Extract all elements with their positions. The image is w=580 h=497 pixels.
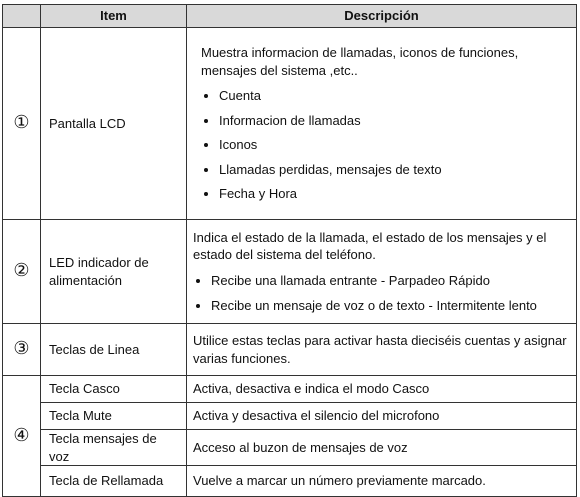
- bullet-item: • Fecha y Hora: [219, 185, 570, 203]
- bullet-item: • Recibe un mensaje de voz o de texto - Intermitente lento: [211, 297, 570, 315]
- description-cell: [187, 220, 577, 324]
- description-intro: Muestra informacion de llamadas, iconos de funciones, mensajes del sistema ,etc..: [201, 45, 519, 78]
- description-intro: Indica el estado de la llamada, el estado de los mensajes y el estado del sistema del teléfono.: [193, 229, 547, 263]
- item-label: Tecla Mute: [41, 403, 187, 430]
- description-cell: [187, 28, 577, 220]
- header-row: [3, 5, 577, 28]
- table-row-lines: [3, 324, 577, 376]
- features-table: [2, 4, 577, 497]
- bullet-item: • Informacion de llamadas: [219, 112, 570, 130]
- table-row-lcd: [3, 28, 577, 220]
- item-label: Tecla Casco: [41, 376, 187, 403]
- item-label: Teclas de Linea: [41, 324, 187, 376]
- row-number: ③: [3, 324, 41, 376]
- item-label: LED indicador de alimentación: [41, 220, 187, 324]
- header-description: Descripción: [187, 5, 577, 28]
- item-label: Tecla de Rellamada: [41, 466, 187, 497]
- description-bullets: [193, 272, 570, 314]
- description-bullets: [201, 87, 570, 203]
- bullet-item: • Recibe una llamada entrante - Parpadeo Rápido: [211, 272, 570, 290]
- bullet-item: • Iconos: [219, 136, 570, 154]
- item-label: Pantalla LCD: [41, 28, 187, 220]
- header-item: Item: [41, 5, 187, 28]
- description-cell: Activa y desactiva el silencio del microfono: [187, 403, 577, 430]
- table-row-led: [3, 220, 577, 324]
- table-row-key: [3, 430, 577, 466]
- table-row-key: [3, 376, 577, 403]
- description-cell: Utilice estas teclas para activar hasta dieciséis cuentas y asignar varias funciones.: [187, 324, 577, 376]
- description-cell: Vuelve a marcar un número previamente marcado.: [187, 466, 577, 497]
- item-label: Tecla mensajes de voz: [41, 430, 187, 466]
- description-cell: Acceso al buzon de mensajes de voz: [187, 430, 577, 466]
- row-number: ②: [3, 220, 41, 324]
- row-number: ①: [3, 28, 41, 220]
- row-number: ④: [3, 376, 41, 497]
- table-row-key: [3, 403, 577, 430]
- bullet-item: • Llamadas perdidas, mensajes de texto: [219, 161, 570, 179]
- header-number: [3, 5, 41, 28]
- bullet-item: • Cuenta: [219, 87, 570, 105]
- description-cell: Activa, desactiva e indica el modo Casco: [187, 376, 577, 403]
